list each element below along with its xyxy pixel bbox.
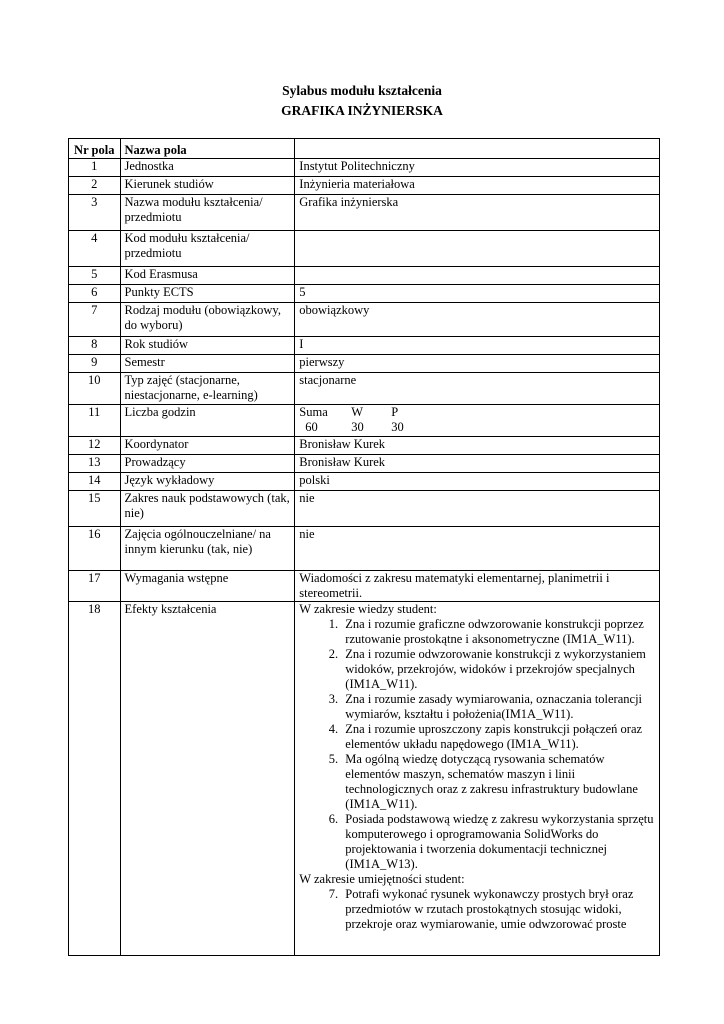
- list-item: 6. Posiada podstawową wiedzę z zakresu wykorzystania sprzętu komputerowego i oprogramowania SolidWorks do projektowania i tworzenia dokumentacji technicznej (IM1A_W13).: [341, 812, 655, 872]
- field-value: Inżynieria materiałowa: [295, 177, 660, 195]
- table-row: [69, 337, 660, 355]
- field-value: [295, 267, 660, 285]
- table-row: [69, 303, 660, 337]
- row-number: 9: [69, 355, 121, 373]
- field-name: Kod Erasmusa: [120, 267, 295, 285]
- row-number: 11: [69, 405, 121, 437]
- table-row: [69, 231, 660, 267]
- list-item: 4. Zna i rozumie uproszczony zapis konstrukcji połączeń oraz elementów układu napędowego (IM1A_W11).: [341, 722, 655, 752]
- table-row: [69, 437, 660, 455]
- field-value: I: [295, 337, 660, 355]
- skills-list: [299, 887, 655, 932]
- field-value: [295, 231, 660, 267]
- row-number: 3: [69, 195, 121, 231]
- field-value: obowiązkowy: [295, 303, 660, 337]
- header-value: [295, 139, 660, 159]
- field-value: nie: [295, 527, 660, 571]
- header-name: Nazwa pola: [120, 139, 295, 159]
- table-header-row: [69, 139, 660, 159]
- field-value: stacjonarne: [295, 373, 660, 405]
- table-row: [69, 405, 660, 437]
- field-name: Liczba godzin: [120, 405, 295, 437]
- table-row: [69, 373, 660, 405]
- row-number: 18: [69, 602, 121, 956]
- list-item: 3. Zna i rozumie zasady wymiarowania, oznaczania tolerancji wymiarów, kształtu i położenia(IM1A_W11).: [341, 692, 655, 722]
- field-name: Prowadzący: [120, 455, 295, 473]
- hours-grid: [299, 405, 655, 435]
- list-item: 5. Ma ogólną wiedzę dotyczącą rysowania schematów elementów maszyn, schematów maszyn i linii technologicznych oraz z zakresu infrastruktury budowlane (IM1A_W11).: [341, 752, 655, 812]
- field-name: Semestr: [120, 355, 295, 373]
- row-number: 5: [69, 267, 121, 285]
- table-row: [69, 455, 660, 473]
- field-name: Rok studiów: [120, 337, 295, 355]
- table-row: [69, 473, 660, 491]
- field-name: Rodzaj modułu (obowiązkowy, do wyboru): [120, 303, 295, 337]
- table-row: [69, 267, 660, 285]
- hours-header-lecture: W: [351, 405, 364, 419]
- field-value: Wiadomości z zakresu matematyki elementarnej, planimetrii i stereometrii.: [295, 571, 660, 602]
- table-row: [69, 159, 660, 177]
- field-name: Punkty ECTS: [120, 285, 295, 303]
- hours-value-lecture: 30: [351, 420, 364, 434]
- field-name: Zakres nauk podstawowych (tak, nie): [120, 491, 295, 527]
- field-value: 5: [295, 285, 660, 303]
- knowledge-list: [299, 617, 655, 872]
- field-value: Grafika inżynierska: [295, 195, 660, 231]
- field-name: Nazwa modułu kształcenia/ przedmiotu: [120, 195, 295, 231]
- table-row: [69, 571, 660, 602]
- field-name: Jednostka: [120, 159, 295, 177]
- field-name: Kierunek studiów: [120, 177, 295, 195]
- row-number: 8: [69, 337, 121, 355]
- list-item: 7. Potrafi wykonać rysunek wykonawczy prostych brył oraz przedmiotów w rzutach prostokątnych stosując widoki, przekroje oraz wymiarowanie, umie odwzorować proste: [341, 887, 655, 932]
- field-name: Efekty kształcenia: [120, 602, 295, 956]
- hours-header-total: Suma: [299, 405, 328, 419]
- table-row: [69, 285, 660, 303]
- hours-cell: [295, 405, 660, 437]
- field-value: polski: [295, 473, 660, 491]
- skills-intro: W zakresie umiejętności student:: [299, 872, 465, 886]
- row-number: 13: [69, 455, 121, 473]
- row-number: 10: [69, 373, 121, 405]
- row-number: 6: [69, 285, 121, 303]
- row-number: 4: [69, 231, 121, 267]
- table-row: [69, 195, 660, 231]
- field-value: Bronisław Kurek: [295, 455, 660, 473]
- field-name: Wymagania wstępne: [120, 571, 295, 602]
- field-name: Język wykładowy: [120, 473, 295, 491]
- learning-outcomes: [295, 602, 660, 956]
- document-title: Sylabus modułu kształcenia: [282, 83, 442, 98]
- header-nr: Nr pola: [69, 139, 121, 159]
- field-name: Typ zajęć (stacjonarne, niestacjonarne, e-learning): [120, 373, 295, 405]
- field-name: Kod modułu kształcenia/ przedmiotu: [120, 231, 295, 267]
- row-number: 7: [69, 303, 121, 337]
- field-value: pierwszy: [295, 355, 660, 373]
- field-name: Zajęcia ogólnouczelniane/ na innym kierunku (tak, nie): [120, 527, 295, 571]
- field-value: Instytut Politechniczny: [295, 159, 660, 177]
- table-row: [69, 527, 660, 571]
- row-number: 15: [69, 491, 121, 527]
- row-number: 17: [69, 571, 121, 602]
- table-row: [69, 602, 660, 956]
- table-row: [69, 177, 660, 195]
- row-number: 16: [69, 527, 121, 571]
- syllabus-table: [68, 138, 660, 956]
- field-value: Bronisław Kurek: [295, 437, 660, 455]
- list-item: 2. Zna i rozumie odwzorowanie konstrukcji z wykorzystaniem widoków, przekrojów, widoków i przekrojów specjalnych (IM1A_W11).: [341, 647, 655, 692]
- module-title: GRAFIKA INŻYNIERSKA: [281, 103, 443, 118]
- row-number: 1: [69, 159, 121, 177]
- list-item: 1. Zna i rozumie graficzne odwzorowanie konstrukcji poprzez rzutowanie prostokątne i aksonometryczne (IM1A_W11).: [341, 617, 655, 647]
- row-number: 12: [69, 437, 121, 455]
- hours-value-total: 60: [305, 420, 318, 434]
- table-row: [69, 491, 660, 527]
- row-number: 14: [69, 473, 121, 491]
- field-value: nie: [295, 491, 660, 527]
- field-name: Koordynator: [120, 437, 295, 455]
- row-number: 2: [69, 177, 121, 195]
- hours-value-project: 30: [391, 420, 404, 434]
- table-row: [69, 355, 660, 373]
- hours-header-project: P: [391, 405, 399, 419]
- knowledge-intro: W zakresie wiedzy student:: [299, 602, 437, 616]
